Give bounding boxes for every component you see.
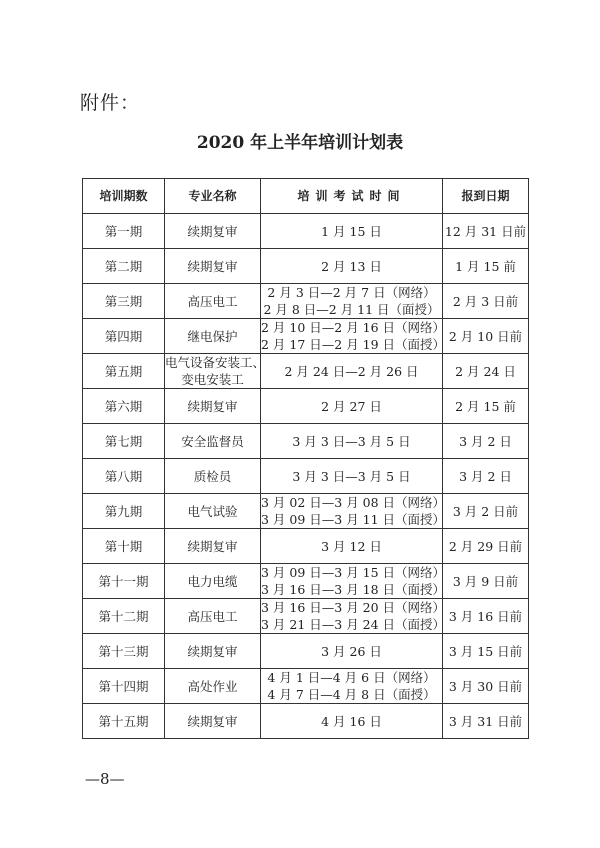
cell-report-date: 3 月 30 日前 [443,669,529,704]
table-row [83,424,529,459]
table-row [83,389,529,424]
cell-period: 第六期 [83,389,165,424]
cell-period: 第四期 [83,319,165,354]
table-row [83,319,529,354]
table-header-row [83,179,529,214]
table-row [83,564,529,599]
table-row [83,249,529,284]
cell-exam-time [261,354,443,389]
table-row [83,459,529,494]
exam-time-line: 2 月 3 日—2 月 7 日（网络） [267,285,436,300]
major-line: 电气设备安装工、 [165,355,266,370]
table-row [83,354,529,389]
exam-time-line: 2 月 13 日 [321,258,382,274]
major-line: 续期复审 [187,398,238,414]
cell-report-date: 2 月 24 日 [443,354,529,389]
cell-report-date: 2 月 3 日前 [443,284,529,319]
table-body [83,214,529,739]
cell-exam-time [261,494,446,529]
cell-major [165,459,261,494]
cell-period: 第十四期 [83,669,165,704]
cell-major [165,634,261,669]
cell-period: 第十期 [83,529,165,564]
cell-exam-time [261,564,446,599]
exam-time-line: 2 月 10 日—2 月 16 日（网络） [261,320,446,335]
exam-time-line: 3 月 16 日—3 月 18 日（面授） [261,582,446,597]
cell-exam-time [261,634,443,669]
cell-period: 第八期 [83,459,165,494]
major-line: 安全监督员 [181,433,244,449]
cell-major [165,599,261,634]
exam-time-line: 3 月 16 日—3 月 20 日（网络） [261,600,446,615]
cell-period: 第三期 [83,284,165,319]
cell-report-date: 3 月 31 日前 [443,704,529,739]
cell-period: 第九期 [83,494,165,529]
exam-time-line: 3 月 26 日 [321,643,382,659]
table-row [83,599,529,634]
cell-report-date: 1 月 15 前 [443,249,529,284]
cell-major [165,389,261,424]
cell-period: 第十五期 [83,704,165,739]
cell-report-date: 3 月 2 日前 [443,494,529,529]
cell-exam-time [261,214,443,249]
major-line: 电力电缆 [187,573,238,589]
cell-report-date: 3 月 9 日前 [443,564,529,599]
cell-period: 第十一期 [83,564,165,599]
cell-exam-time [261,319,446,354]
table-row [83,494,529,529]
major-line: 续期复审 [187,538,238,554]
cell-exam-time [261,249,443,284]
cell-report-date: 3 月 2 日 [443,424,529,459]
exam-time-line: 3 月 09 日—3 月 15 日（网络） [261,565,446,580]
cell-exam-time [261,284,443,319]
exam-time-line: 3 月 12 日 [321,538,382,554]
cell-major [165,704,261,739]
cell-exam-time [261,669,443,704]
exam-time-line: 2 月 17 日—2 月 19 日（面授） [261,337,446,352]
cell-major [165,669,261,704]
cell-major [165,284,261,319]
cell-exam-time [261,389,443,424]
header-exam-time: 培训考试时间 [261,179,443,214]
major-line: 电气试验 [187,503,238,519]
cell-major [165,424,261,459]
cell-major [165,529,261,564]
attachment-label: 附件： [80,92,141,114]
exam-time-line: 1 月 15 日 [321,223,382,239]
exam-time-line: 3 月 09 日—3 月 11 日（面授） [261,512,446,527]
cell-major [165,249,261,284]
cell-major [165,494,261,529]
major-line: 高压电工 [187,608,238,624]
cell-period: 第一期 [83,214,165,249]
cell-report-date: 3 月 15 日前 [443,634,529,669]
exam-time-line: 3 月 3 日—3 月 5 日 [292,433,411,449]
exam-time-line: 4 月 1 日—4 月 6 日（网络） [267,670,436,685]
exam-time-line: 3 月 02 日—3 月 08 日（网络） [261,495,446,510]
major-line: 高压电工 [187,293,238,309]
major-line: 质检员 [193,468,232,484]
table-row [83,634,529,669]
exam-time-line: 2 月 24 日—2 月 26 日 [284,363,419,379]
exam-time-line: 2 月 8 日—2 月 11 日（面授） [263,302,440,317]
table-row [83,529,529,564]
cell-period: 第二期 [83,249,165,284]
major-line: 续期复审 [187,643,238,659]
cell-report-date: 3 月 16 日前 [443,599,529,634]
table-row [83,704,529,739]
header-period: 培训期数 [83,179,165,214]
header-report-date: 报到日期 [443,179,529,214]
cell-period: 第五期 [83,354,165,389]
cell-period: 第十二期 [83,599,165,634]
exam-time-line: 3 月 3 日—3 月 5 日 [292,468,411,484]
cell-exam-time [261,424,443,459]
page-number: —8— [85,770,125,788]
major-line: 变电安装工 [181,372,244,387]
cell-major [165,354,266,389]
cell-report-date: 12 月 31 日前 [443,214,529,249]
cell-exam-time [261,599,446,634]
cell-report-date: 3 月 2 日 [443,459,529,494]
cell-period: 第十三期 [83,634,165,669]
cell-report-date: 2 月 10 日前 [443,319,529,354]
exam-time-line: 2 月 27 日 [321,398,382,414]
cell-major [165,214,261,249]
cell-period: 第七期 [83,424,165,459]
major-line: 续期复审 [187,713,238,729]
table-row [83,669,529,704]
cell-exam-time [261,529,443,564]
cell-report-date: 2 月 15 前 [443,389,529,424]
cell-report-date: 2 月 29 日前 [443,529,529,564]
major-line: 续期复审 [187,258,238,274]
cell-exam-time [261,704,443,739]
major-line: 继电保护 [187,328,238,344]
cell-major [165,564,261,599]
exam-time-line: 3 月 21 日—3 月 24 日（面授） [261,617,446,632]
training-plan-table [82,178,529,739]
table-row [83,214,529,249]
cell-major [165,319,261,354]
major-line: 续期复审 [187,223,238,239]
document-title: 2020 年上半年培训计划表 [196,133,404,153]
table-row [83,284,529,319]
cell-exam-time [261,459,443,494]
exam-time-line: 4 月 7 日—4 月 8 日（面授） [267,687,436,702]
header-major: 专业名称 [165,179,261,214]
major-line: 高处作业 [187,678,238,694]
exam-time-line: 4 月 16 日 [321,713,382,729]
